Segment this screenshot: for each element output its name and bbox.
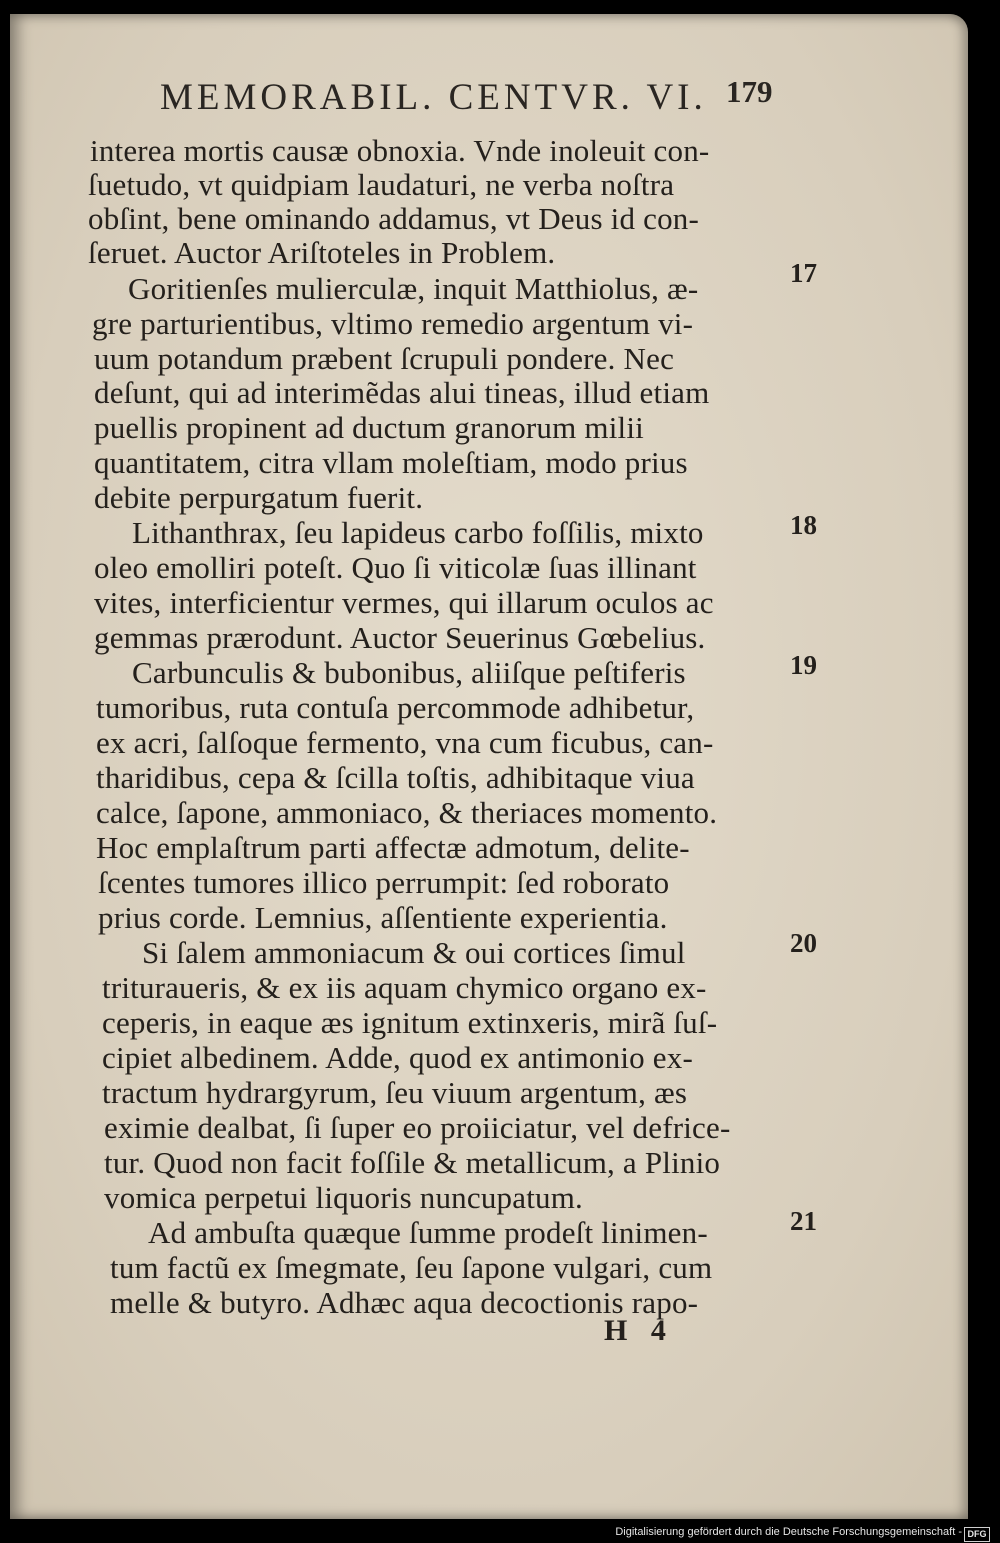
text-line: melle & butyro. Adhæc aqua decoctionis rapo- xyxy=(110,1285,699,1320)
text-line: Hoc emplaſtrum parti affectæ admotum, delite- xyxy=(96,830,690,865)
text-line: trituraueris, & ex iis aquam chymico organo ex- xyxy=(102,970,707,1005)
text-line: tur. Quod non facit foſſile & metallicum, a Plinio xyxy=(104,1145,721,1180)
text-line: interea mortis causæ obnoxia. Vnde inoleuit con- xyxy=(90,133,710,168)
text-line: Lithanthrax, ſeu lapideus carbo foſſilis, mixto xyxy=(132,515,704,550)
margin-number: 20 xyxy=(790,928,817,958)
margin-number: 21 xyxy=(790,1206,817,1236)
text-line: Goritienſes mulierculæ, inquit Matthiolus, æ- xyxy=(128,271,699,306)
digitization-credit: Digitalisierung gefördert durch die Deutsche Forschungsgemeinschaft - xyxy=(615,1526,962,1538)
text-line: vomica perpetui liquoris nuncupatum. xyxy=(104,1180,583,1215)
text-line: ſuetudo, vt quidpiam laudaturi, ne verba noſtra xyxy=(88,167,675,202)
text-line: tharidibus, cepa & ſcilla toſtis, adhibitaque viua xyxy=(96,760,695,795)
text-line: ceperis, in eaque æs ignitum extinxeris, mirã ſuſ- xyxy=(102,1005,718,1040)
text-line: deſunt, qui ad interimẽdas alui tineas, illud etiam xyxy=(94,375,710,410)
margin-number: 18 xyxy=(790,510,817,540)
text-line: vites, interficientur vermes, qui illarum oculos ac xyxy=(94,585,714,620)
text-line: calce, ſapone, ammoniaco, & theriaces momento. xyxy=(96,795,718,830)
text-line: prius corde. Lemnius, aſſentiente experientia. xyxy=(98,900,668,935)
margin-number: 19 xyxy=(790,650,817,680)
text-line: oleo emolliri poteſt. Quo ſi viticolæ ſuas illinant xyxy=(94,550,697,585)
running-head: MEMORABIL. CENTVR. VI. xyxy=(160,77,707,118)
text-line: ſeruet. Auctor Ariſtoteles in Problem. xyxy=(88,235,556,270)
text-line: cipiet albedinem. Adde, quod ex antimonio ex- xyxy=(102,1040,693,1075)
text-line: eximie dealbat, ſi ſuper eo proiiciatur, vel defrice- xyxy=(104,1110,731,1145)
page-number: 179 xyxy=(726,74,773,109)
text-line: tractum hydrargyrum, ſeu viuum argentum, æs xyxy=(102,1075,688,1110)
text-line: tum factũ ex ſmegmate, ſeu ſapone vulgari, cum xyxy=(110,1250,713,1285)
text-line: gemmas prærodunt. Auctor Seuerinus Gœbelius. xyxy=(94,620,706,655)
text-line: uum potandum præbent ſcrupuli pondere. Nec xyxy=(94,341,675,376)
text-line: ſcentes tumores illico perrumpit: ſed roborato xyxy=(98,865,670,900)
signature-mark: H 4 xyxy=(604,1314,674,1347)
book-page xyxy=(10,14,968,1519)
text-line: obſint, bene ominando addamus, vt Deus id con- xyxy=(88,201,700,236)
text-line: puellis propinent ad ductum granorum milii xyxy=(94,410,644,445)
margin-number: 17 xyxy=(790,258,817,288)
text-line: ex acri, ſalſoque fermento, vna cum ficubus, can- xyxy=(96,725,714,760)
text-line: debite perpurgatum fuerit. xyxy=(94,480,424,515)
text-line: gre parturientibus, vltimo remedio argentum vi- xyxy=(92,306,694,341)
dfg-logo: DFG xyxy=(964,1527,990,1542)
text-line: tumoribus, ruta contuſa percommode adhibetur, xyxy=(96,690,695,725)
text-line: Si ſalem ammoniacum & oui cortices ſimul xyxy=(142,935,686,970)
text-line: Carbunculis & bubonibus, aliiſque peſtiferis xyxy=(132,655,686,690)
text-line: quantitatem, citra vllam moleſtiam, modo prius xyxy=(94,445,688,480)
text-line: Ad ambuſta quæque ſumme prodeſt linimen- xyxy=(148,1215,708,1250)
